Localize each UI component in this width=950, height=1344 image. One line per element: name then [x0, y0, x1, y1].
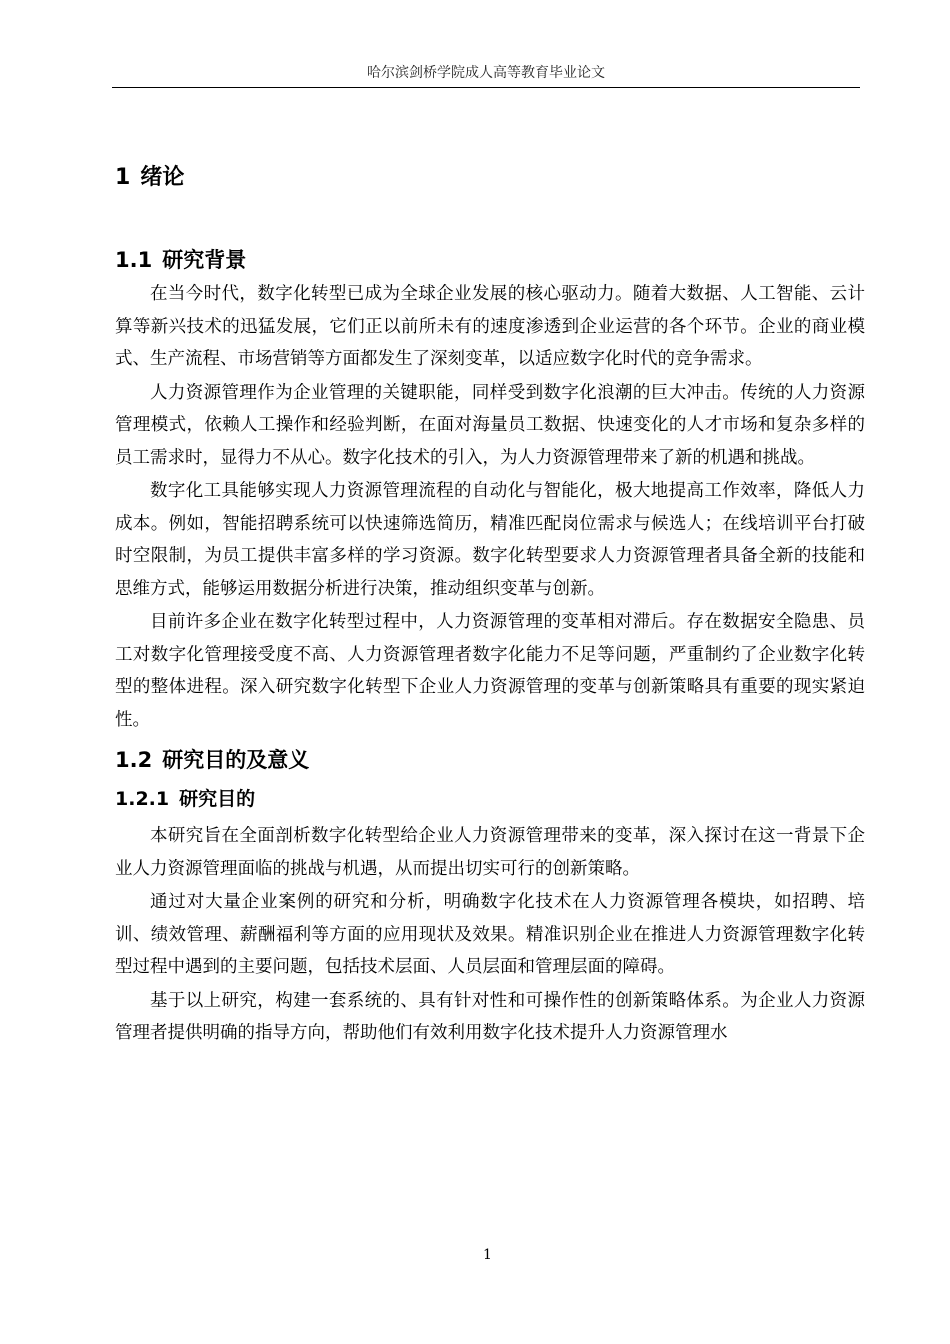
- section-title: 研究目的及意义: [162, 748, 310, 772]
- paragraph: 基于以上研究，构建一套系统的、具有针对性和可操作性的创新策略体系。为企业人力资源管理者提供明确的指导方向，帮助他们有效利用数字化技术提升人力资源管理水: [115, 990, 865, 1043]
- document-body: [115, 158, 865, 1050]
- paragraph: 目前许多企业在数字化转型过程中，人力资源管理的变革相对滞后。存在数据安全隐患、员工对数字化管理接受度不高、人力资源管理者数字化能力不足等问题，严重制约了企业数字化转型的整体进程。深入研究数字化转型下企业人力资源管理的变革与创新策略具有重要的现实紧迫性。: [115, 612, 865, 730]
- section-title: 研究背景: [162, 248, 247, 272]
- section-number: 1.1: [115, 248, 153, 272]
- paragraph: 数字化工具能够实现人力资源管理流程的自动化与智能化，极大地提高工作效率，降低人力成本。例如，智能招聘系统可以快速筛选简历，精准匹配岗位需求与候选人；在线培训平台打破时空限制，为员工提供丰富多样的学习资源。数字化转型要求人力资源管理者具备全新的技能和思维方式，能够运用数据分析进行决策，推动组织变革与创新。: [115, 481, 865, 599]
- page-number: 1: [483, 1247, 492, 1263]
- paragraph: 在当今时代，数字化转型已成为全球企业发展的核心驱动力。随着大数据、人工智能、云计算等新兴技术的迅猛发展，它们正以前所未有的速度渗透到企业运营的各个环节。企业的商业模式、生产流程、市场营销等方面都发生了深刻变革，以适应数字化时代的竞争需求。: [115, 284, 865, 369]
- running-header: 哈尔滨剑桥学院成人高等教育毕业论文: [367, 65, 605, 81]
- section-number: 1.2: [115, 748, 153, 772]
- subsection-number: 1.2.1: [115, 788, 170, 810]
- paragraph: 本研究旨在全面剖析数字化转型给企业人力资源管理带来的变革，深入探讨在这一背景下企业人力资源管理面临的挑战与机遇，从而提出切实可行的创新策略。: [115, 826, 865, 879]
- subsection-title: 研究目的: [179, 788, 256, 810]
- section-heading-1-1: [115, 242, 865, 278]
- paragraph: 通过对大量企业案例的研究和分析，明确数字化技术在人力资源管理各模块，如招聘、培训、绩效管理、薪酬福利等方面的应用现状及效果。精准识别企业在推进人力资源管理数字化转型过程中遇到的主要问题，包括技术层面、人员层面和管理层面的障碍。: [115, 892, 865, 977]
- chapter-number: 1: [115, 165, 131, 190]
- chapter-title: 绪论: [140, 165, 185, 190]
- paragraph: 人力资源管理作为企业管理的关键职能，同样受到数字化浪潮的巨大冲击。传统的人力资源管理模式，依赖人工操作和经验判断，在面对海量员工数据、快速变化的人才市场和复杂多样的员工需求时，显得力不从心。数字化技术的引入，为人力资源管理带来了新的机遇和挑战。: [115, 382, 865, 468]
- section-heading-1-2: [115, 742, 865, 778]
- header-divider: [112, 87, 860, 88]
- chapter-heading: [115, 158, 865, 198]
- subsection-heading-1-2-1: [115, 782, 865, 816]
